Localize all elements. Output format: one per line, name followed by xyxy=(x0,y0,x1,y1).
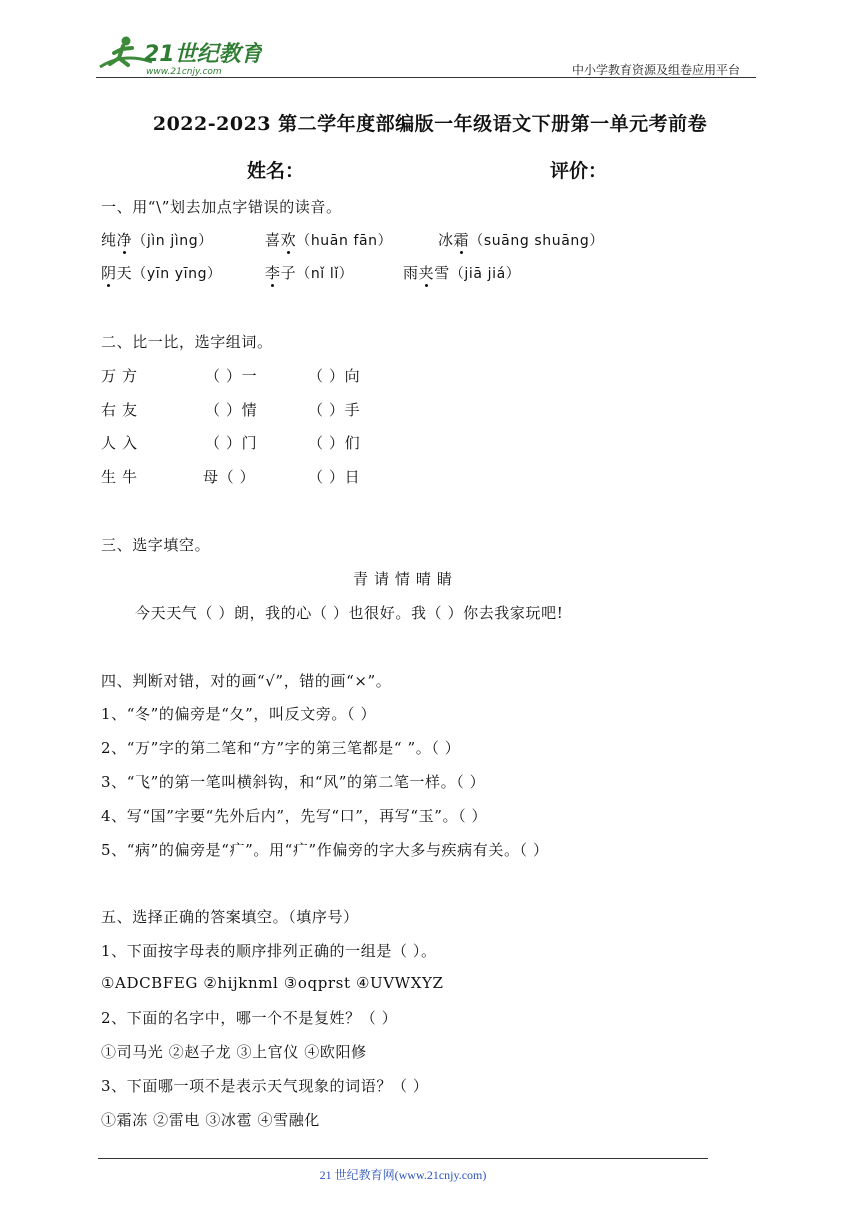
pinyin-item: 雨夹雪（jiā jiá） xyxy=(403,264,521,282)
section3-heading: 三、选字填空。 xyxy=(101,536,211,554)
fill-sentence: 今天天气（ ）朗，我的心（ ）也很好。我（ ）你去我家玩吧! xyxy=(135,604,564,622)
header-divider xyxy=(96,77,756,78)
judge-item: 1、“冬”的偏旁是“夂”，叫反文旁。（ ） xyxy=(101,705,377,723)
question-3: 3、下面哪一项不是表示天气现象的词语？（ ） xyxy=(101,1077,429,1095)
section2-heading: 二、比一比，选字组词。 xyxy=(101,333,273,351)
question-1-options: ①ADCBFEG ②hijknml ③oqprst ④UVWXYZ xyxy=(101,974,444,992)
pinyin-item: 喜欢（huān fān） xyxy=(265,231,393,249)
section1-heading: 一、用“\”划去加点字错误的读音。 xyxy=(101,198,342,216)
pinyin-item: 冰霜（suāng shuāng） xyxy=(438,231,604,249)
char-pair: 右 友 xyxy=(101,401,138,419)
logo-text: 21世纪教育 xyxy=(144,42,262,67)
footer-divider xyxy=(98,1158,708,1159)
word-blank: （ ）们 xyxy=(308,434,361,452)
char-pair: 万 方 xyxy=(101,367,138,385)
word-blank: 母（ ） xyxy=(203,468,256,486)
judge-item: 4、写“国”字要“先外后内”，先写“口”，再写“玉”。（ ） xyxy=(101,807,488,825)
pinyin-item: 纯净（jìn jìng） xyxy=(101,231,213,249)
word-blank: （ ）日 xyxy=(308,468,361,486)
question-3-options: ①霜冻 ②雷电 ③冰雹 ④雪融化 xyxy=(101,1111,320,1129)
word-blank: （ ）情 xyxy=(205,401,258,419)
question-2: 2、下面的名字中，哪一个不是复姓？（ ） xyxy=(101,1009,398,1027)
pinyin-item: 阴天（yīn yīng） xyxy=(101,264,222,282)
site-logo xyxy=(92,34,262,78)
word-blank: （ ）手 xyxy=(308,401,361,419)
question-1: 1、下面按字母表的顺序排列正确的一组是（ ）。 xyxy=(101,942,437,960)
logo-url: www.21cnjy.com xyxy=(146,67,222,77)
char-options: 青 请 情 晴 睛 xyxy=(353,570,453,588)
section5-heading: 五、选择正确的答案填空。（填序号） xyxy=(101,908,359,926)
question-2-options: ①司马光 ②赵子龙 ③上官仪 ④欧阳修 xyxy=(101,1043,367,1061)
word-blank: （ ）门 xyxy=(205,434,258,452)
char-pair: 人 入 xyxy=(101,434,138,452)
judge-item: 2、“万”字的第二笔和“方”字的第三笔都是“ ”。（ ） xyxy=(101,739,461,757)
section4-heading: 四、判断对错，对的画“√”，错的画“×”。 xyxy=(101,672,392,690)
name-label: 姓名： xyxy=(247,160,305,182)
pinyin-item: 李子（nǐ lǐ） xyxy=(265,264,354,282)
page-title: 2022-2023 第二学年度部编版一年级语文下册第一单元考前卷 xyxy=(152,113,708,135)
word-blank: （ ）一 xyxy=(205,367,258,385)
platform-label: 中小学教育资源及组卷应用平台 xyxy=(572,63,741,77)
footer-link[interactable]: 21 世纪教育网(www.21cnjy.com) xyxy=(319,1168,487,1182)
judge-item: 3、“飞”的第一笔叫横斜钩，和“风”的第二笔一样。（ ） xyxy=(101,773,486,791)
char-pair: 生 牛 xyxy=(101,468,138,486)
judge-item: 5、“病”的偏旁是“疒”。用“疒”作偏旁的字大多与疾病有关。（ ） xyxy=(101,841,549,859)
score-label: 评价： xyxy=(550,160,608,182)
runner-logo-icon xyxy=(92,34,262,78)
word-blank: （ ）向 xyxy=(308,367,361,385)
